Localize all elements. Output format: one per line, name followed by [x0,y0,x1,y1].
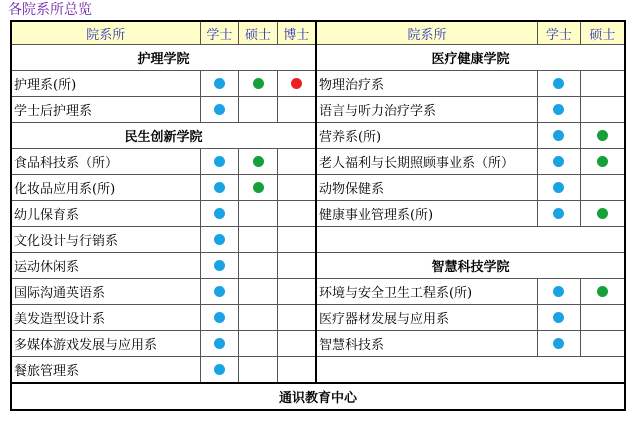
bachelor-dot-icon [553,156,564,167]
department-name: 幼儿保育系 [11,201,200,227]
bachelor-dot-icon [553,338,564,349]
bachelor-dot-icon [553,104,564,115]
master-dot-icon [253,156,264,167]
department-name: 动物保健系 [316,175,538,201]
department-name: 智慧科技系 [316,331,538,357]
table-row [11,45,625,71]
bachelor-dot-icon [553,182,564,193]
master-dot-icon [597,130,608,141]
department-name: 营养系(所) [316,123,538,149]
left-master-header: 硕士 [239,21,278,45]
table-row [11,227,625,253]
department-name: 国际沟通英语系 [11,279,200,305]
department-name: 医疗器材发展与应用系 [316,305,538,331]
bachelor-dot-icon [214,234,225,245]
department-name: 美发造型设计系 [11,305,200,331]
bachelor-dot-icon [214,182,225,193]
department-name: 多媒体游戏发展与应用系 [11,331,200,357]
college-heading: 医疗健康学院 [316,45,625,71]
master-dot-icon [253,78,264,89]
department-name: 食品科技系（所） [11,149,200,175]
left-doctor-header: 博士 [277,21,316,45]
table-row [11,253,625,279]
table-row [11,331,625,357]
table-row [11,71,625,97]
empty-cell [316,227,625,253]
department-name: 护理系(所) [11,71,200,97]
bachelor-dot-icon [214,104,225,115]
bachelor-dot-icon [214,260,225,271]
bachelor-dot-icon [214,312,225,323]
bachelor-dot-icon [214,208,225,219]
master-dot-icon [597,208,608,219]
department-name: 化妆品应用系(所) [11,175,200,201]
empty-cell [316,357,625,384]
bachelor-dot-icon [214,78,225,89]
bachelor-dot-icon [214,338,225,349]
master-dot-icon [597,286,608,297]
department-name: 物理治疗系 [316,71,538,97]
table-row [11,201,625,227]
department-name: 餐旅管理系 [11,357,200,384]
bachelor-dot-icon [553,286,564,297]
college-heading: 智慧科技学院 [316,253,625,279]
table-row [11,123,625,149]
table-row [11,97,625,123]
bachelor-dot-icon [214,364,225,375]
left-dept-header: 院系所 [11,21,200,45]
left-bachelor-header: 学士 [200,21,239,45]
department-name: 健康事业管理系(所) [316,201,538,227]
page-title: 各院系所总览 [8,2,92,18]
table-row [11,175,625,201]
table-row [11,149,625,175]
department-name: 环境与安全卫生工程系(所) [316,279,538,305]
department-name: 运动休闲系 [11,253,200,279]
bachelor-dot-icon [214,156,225,167]
right-dept-header: 院系所 [316,21,538,45]
bachelor-dot-icon [214,286,225,297]
master-dot-icon [597,156,608,167]
college-heading: 护理学院 [11,45,316,71]
right-bachelor-header: 学士 [538,21,581,45]
bachelor-dot-icon [553,312,564,323]
footer-row [11,383,625,410]
department-name: 学士后护理系 [11,97,200,123]
table-header-row [11,21,625,45]
general-education-center: 通识教育中心 [11,383,625,410]
department-name: 老人福利与长期照顾事业系（所） [316,149,538,175]
doctor-dot-icon [291,78,302,89]
table-row [11,279,625,305]
table-row [11,357,625,384]
bachelor-dot-icon [553,78,564,89]
right-master-header: 硕士 [580,21,625,45]
table-row [11,305,625,331]
department-name: 文化设计与行销系 [11,227,200,253]
department-name: 语言与听力治疗学系 [316,97,538,123]
bachelor-dot-icon [553,130,564,141]
department-overview-table [10,20,626,411]
bachelor-dot-icon [553,208,564,219]
master-dot-icon [253,182,264,193]
college-heading: 民生创新学院 [11,123,316,149]
